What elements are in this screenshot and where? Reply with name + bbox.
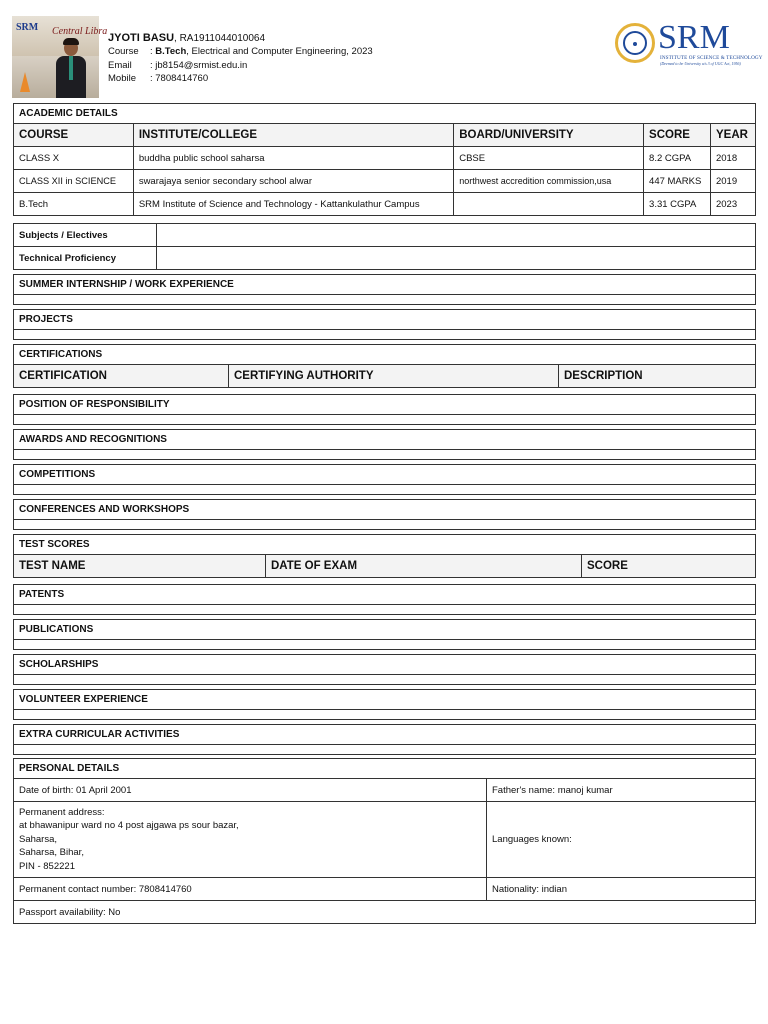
section-title-position: POSITION OF RESPONSIBILITY	[14, 395, 756, 415]
srm-logo-tagline: (Deemed to be University u/s 3 of UGC Act, 1956)	[660, 61, 741, 66]
column-header-year: YEAR	[710, 124, 755, 147]
date-of-birth: Date of birth: 01 April 2001	[14, 779, 487, 802]
fathers-name: Father's name: manoj kumar	[487, 779, 756, 802]
cell-institute: buddha public school saharsa	[133, 147, 453, 170]
skills-table	[13, 223, 756, 270]
column-header-board: BOARD/UNIVERSITY	[454, 124, 644, 147]
photo-sign-text: SRM	[16, 22, 39, 33]
profile-photo	[12, 16, 108, 98]
test-scores-section	[13, 534, 756, 578]
cell-year: 2018	[710, 147, 755, 170]
cell-year: 2019	[710, 170, 755, 193]
course-value: , Electrical and Computer Engineering, 2023	[186, 46, 373, 57]
cell-course: B.Tech	[14, 193, 134, 216]
volunteer-section	[13, 689, 756, 720]
email-row	[108, 60, 247, 71]
section-title-conferences: CONFERENCES AND WORKSHOPS	[14, 500, 756, 520]
internship-section	[13, 274, 756, 305]
permanent-address	[14, 802, 487, 878]
column-header-test-score: SCORE	[582, 555, 756, 578]
cell-course: CLASS XII in SCIENCE	[14, 170, 134, 193]
cell-institute: swarajaya senior secondary school alwar	[133, 170, 453, 193]
column-header-certification: CERTIFICATION	[14, 365, 229, 388]
section-title-competitions: COMPETITIONS	[14, 465, 756, 485]
technical-proficiency-value	[157, 247, 756, 270]
conferences-section	[13, 499, 756, 530]
column-header-description: DESCRIPTION	[559, 365, 756, 388]
section-title-test-scores: TEST SCORES	[14, 535, 756, 555]
technical-proficiency-label: Technical Proficiency	[14, 247, 157, 270]
certifications-section	[13, 344, 756, 388]
cell-board: northwest accredition commission,usa	[454, 170, 644, 193]
address-line: Saharsa, Bihar,	[19, 847, 84, 859]
section-title-personal: PERSONAL DETAILS	[14, 759, 756, 779]
column-header-certifying-authority: CERTIFYING AUTHORITY	[229, 365, 559, 388]
address-line: at bhawanipur ward no 4 post ajgawa ps sour bazar,	[19, 820, 239, 832]
course-label: Course	[108, 46, 139, 57]
patents-section	[13, 584, 756, 615]
projects-section	[13, 309, 756, 340]
section-title-internship: SUMMER INTERNSHIP / WORK EXPERIENCE	[14, 275, 756, 295]
course-degree: B.Tech	[155, 46, 187, 57]
cell-score: 3.31 CGPA	[644, 193, 711, 216]
registration-number: , RA1911044010064	[174, 33, 266, 44]
awards-section	[13, 429, 756, 460]
mobile-row	[108, 73, 208, 84]
cell-board: CBSE	[454, 147, 644, 170]
passport-availability: Passport availability: No	[14, 901, 756, 924]
student-name: JYOTI BASU	[108, 32, 175, 44]
table-row	[14, 147, 756, 170]
cell-year: 2023	[710, 193, 755, 216]
address-label: Permanent address:	[19, 806, 105, 818]
column-header-date-of-exam: DATE OF EXAM	[266, 555, 582, 578]
academic-details-table	[13, 103, 756, 216]
section-title-scholarships: SCHOLARSHIPS	[14, 655, 756, 675]
cell-institute: SRM Institute of Science and Technology - Kattankulathur Campus	[133, 193, 453, 216]
cell-board	[454, 193, 644, 216]
email-value[interactable]: : jb8154@srmist.edu.in	[150, 60, 248, 71]
srm-seal-icon	[615, 23, 655, 63]
student-name-line	[108, 32, 265, 44]
column-header-course: COURSE	[14, 124, 134, 147]
address-pin: PIN - 852221	[19, 860, 75, 872]
column-header-score: SCORE	[644, 124, 711, 147]
course-row	[108, 46, 373, 57]
srm-logo	[612, 19, 763, 68]
nationality: Nationality: indian	[487, 878, 756, 901]
section-title-academic: ACADEMIC DETAILS	[14, 104, 756, 124]
address-line: Saharsa,	[19, 833, 58, 845]
section-title-awards: AWARDS AND RECOGNITIONS	[14, 430, 756, 450]
section-title-certifications: CERTIFICATIONS	[14, 345, 756, 365]
section-title-extracurricular: EXTRA CURRICULAR ACTIVITIES	[14, 725, 756, 745]
cell-score: 8.2 CGPA	[644, 147, 711, 170]
photo-sign-text-2: Central Libra	[52, 26, 108, 37]
competitions-section	[13, 464, 756, 495]
section-title-volunteer: VOLUNTEER EXPERIENCE	[14, 690, 756, 710]
subjects-electives-value	[157, 224, 756, 247]
srm-logo-subtitle: INSTITUTE OF SCIENCE & TECHNOLOGY	[660, 55, 763, 61]
table-row	[14, 170, 756, 193]
scholarships-section	[13, 654, 756, 685]
column-header-institute: INSTITUTE/COLLEGE	[133, 124, 453, 147]
mobile-label: Mobile	[108, 73, 136, 84]
personal-details-table	[13, 758, 756, 924]
course-prefix: :	[150, 46, 156, 57]
section-title-projects: PROJECTS	[14, 310, 756, 330]
profile-header	[0, 0, 768, 100]
cell-score: 447 MARKS	[644, 170, 711, 193]
mobile-value: : 7808414760	[150, 73, 209, 84]
section-title-publications: PUBLICATIONS	[14, 620, 756, 640]
email-label: Email	[108, 60, 132, 71]
position-section	[13, 394, 756, 425]
languages-known: Languages known:	[487, 802, 756, 878]
extracurricular-section	[13, 724, 756, 755]
section-title-patents: PATENTS	[14, 585, 756, 605]
srm-logo-text: SRM	[658, 19, 730, 56]
cell-course: CLASS X	[14, 147, 134, 170]
publications-section	[13, 619, 756, 650]
table-row	[14, 193, 756, 216]
column-header-test-name: TEST NAME	[14, 555, 266, 578]
subjects-electives-label: Subjects / Electives	[14, 224, 157, 247]
permanent-contact-number: Permanent contact number: 7808414760	[14, 878, 487, 901]
table-header-row	[14, 124, 756, 147]
